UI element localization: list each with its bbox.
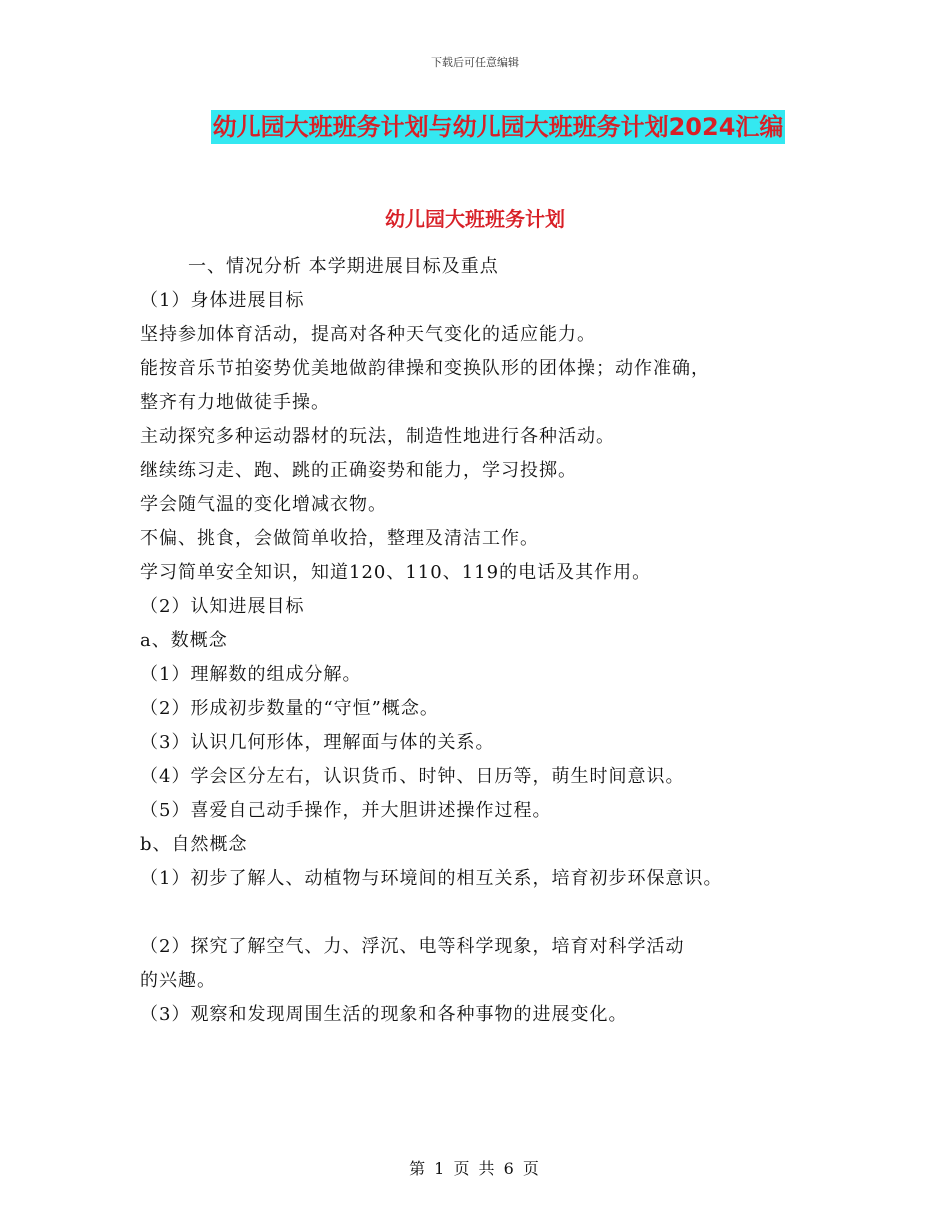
paragraph-line: 坚持参加体育活动，提高对各种天气变化的适应能力。 <box>140 324 596 345</box>
paragraph-line: 一、情况分析 本学期进展目标及重点 <box>188 256 499 277</box>
paragraph-line: 能按音乐节拍姿势优美地做韵律操和变换队形的团体操；动作准确， <box>140 358 710 379</box>
paragraph-line: （2）认知进展目标 <box>140 596 305 617</box>
paragraph-line: 学会随气温的变化增减衣物。 <box>140 494 387 515</box>
paragraph-line: （1）初步了解人、动植物与环境间的相互关系，培育初步环保意识。 <box>140 868 723 889</box>
paragraph-line: 继续练习走、跑、跳的正确姿势和能力，学习投掷。 <box>140 460 577 481</box>
document-body <box>140 250 820 1032</box>
paragraph-line: b、自然概念 <box>140 834 248 855</box>
paragraph-line: （2）形成初步数量的“守恒”概念。 <box>140 698 439 719</box>
paragraph-line: 学习简单安全知识，知道120、110、119的电话及其作用。 <box>140 562 652 583</box>
paragraph-line: （2）探究了解空气、力、浮沉、电等科学现象，培育对科学活动 <box>140 936 685 957</box>
paragraph-line: a、数概念 <box>140 630 228 651</box>
paragraph-line: 不偏、挑食，会做简单收拾，整理及清洁工作。 <box>140 528 539 549</box>
document-title: 幼儿园大班班务计划与幼儿园大班班务计划2024汇编 <box>211 110 786 144</box>
paragraph-line: 整齐有力地做徒手操。 <box>140 392 330 413</box>
paragraph-line: （3）观察和发现周围生活的现象和各种事物的进展变化。 <box>140 1004 628 1025</box>
paragraph-line: （1）理解数的组成分解。 <box>140 664 362 685</box>
page-footer: 第 1 页 共 6 页 <box>409 1159 541 1178</box>
paragraph-line: （1）身体进展目标 <box>140 290 305 311</box>
paragraph-line: 的兴趣。 <box>140 970 216 991</box>
paragraph-line: （3）认识几何形体，理解面与体的关系。 <box>140 732 495 753</box>
paragraph-line: （5）喜爱自己动手操作，并大胆讲述操作过程。 <box>140 800 552 821</box>
paragraph-line: （4）学会区分左右，认识货币、时钟、日历等，萌生时间意识。 <box>140 766 685 787</box>
section-title: 幼儿园大班班务计划 <box>385 207 565 231</box>
paragraph-line: 主动探究多种运动器材的玩法，制造性地进行各种活动。 <box>140 426 615 447</box>
main-title-wrap <box>0 110 950 144</box>
header-note: 下载后可任意编辑 <box>431 56 519 69</box>
